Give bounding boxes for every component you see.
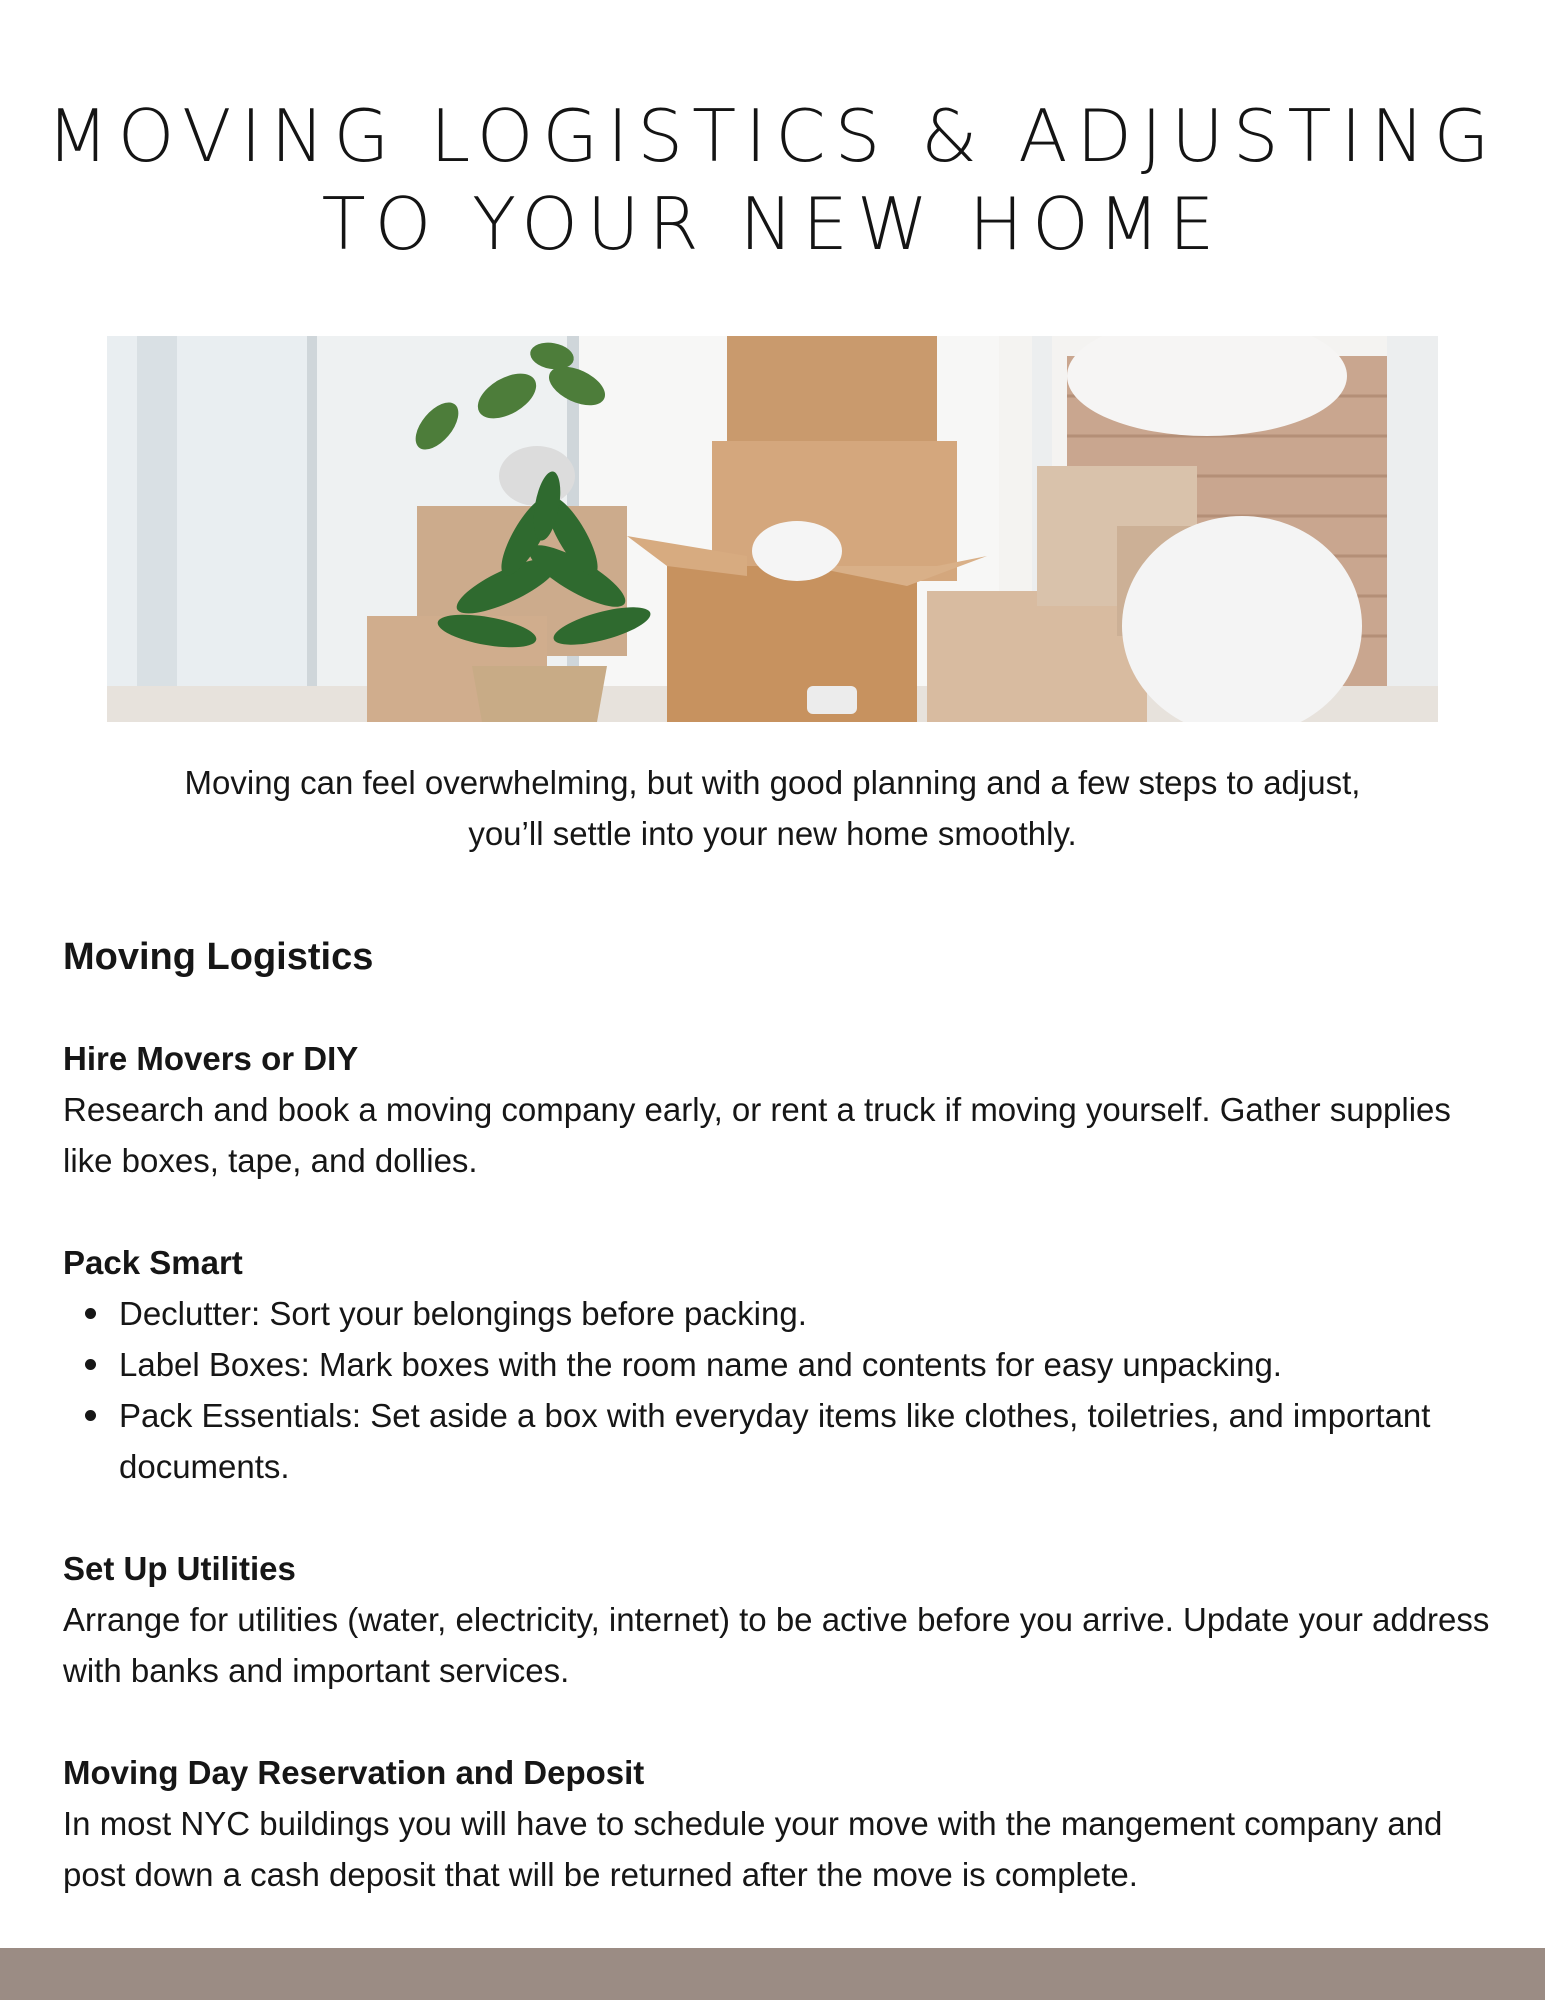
moving-boxes-photo-icon — [107, 336, 1438, 722]
section-title: Moving Logistics — [63, 936, 374, 978]
intro-line-2: you’ll settle into your new home smoothly. — [468, 815, 1077, 852]
topic-heading: Pack Smart — [63, 1244, 243, 1281]
topic-heading: Set Up Utilities — [63, 1550, 296, 1587]
list-item — [119, 1390, 1493, 1492]
list-item-text: Pack Essentials: Set aside a box with everyday items like clothes, toiletries, and important documents. — [119, 1397, 1431, 1485]
bullet-icon — [85, 1410, 96, 1421]
page-title-line-1: MOVING LOGISTICS & ADJUSTING — [46, 94, 1499, 178]
topic-text: Research and book a moving company early, or rent a truck if moving yourself. Gather supplies like boxes, tape, and dollies. — [63, 1091, 1451, 1179]
topic-text: Arrange for utilities (water, electricity, internet) to be active before you arrive. Update your address with banks and important services. — [63, 1601, 1490, 1689]
topic-heading: Moving Day Reservation and Deposit — [63, 1754, 645, 1791]
list-item — [119, 1288, 1493, 1339]
pack-smart-list — [63, 1288, 1493, 1492]
topic-pack-smart — [63, 1237, 1493, 1492]
topic-hire-movers — [63, 1033, 1493, 1186]
list-item — [119, 1339, 1493, 1390]
intro-text — [100, 757, 1445, 859]
page-title — [0, 92, 1545, 268]
list-item-text: Declutter: Sort your belongings before packing. — [119, 1295, 807, 1332]
topic-utilities — [63, 1543, 1493, 1696]
topic-heading: Hire Movers or DIY — [63, 1040, 359, 1077]
hero-image — [107, 336, 1438, 722]
bullet-icon — [85, 1359, 96, 1370]
topic-moving-day — [63, 1747, 1493, 1900]
page-title-line-2: TO YOUR NEW HOME — [321, 182, 1224, 266]
list-item-text: Label Boxes: Mark boxes with the room name and contents for easy unpacking. — [119, 1346, 1282, 1383]
bullet-icon — [85, 1308, 96, 1319]
content-section — [63, 930, 1493, 1900]
intro-line-1: Moving can feel overwhelming, but with good planning and a few steps to adjust, — [184, 764, 1361, 801]
footer-bar — [0, 1948, 1545, 2000]
topic-text: In most NYC buildings you will have to schedule your move with the mangement company and post down a cash deposit that will be returned after the move is complete. — [63, 1805, 1443, 1893]
